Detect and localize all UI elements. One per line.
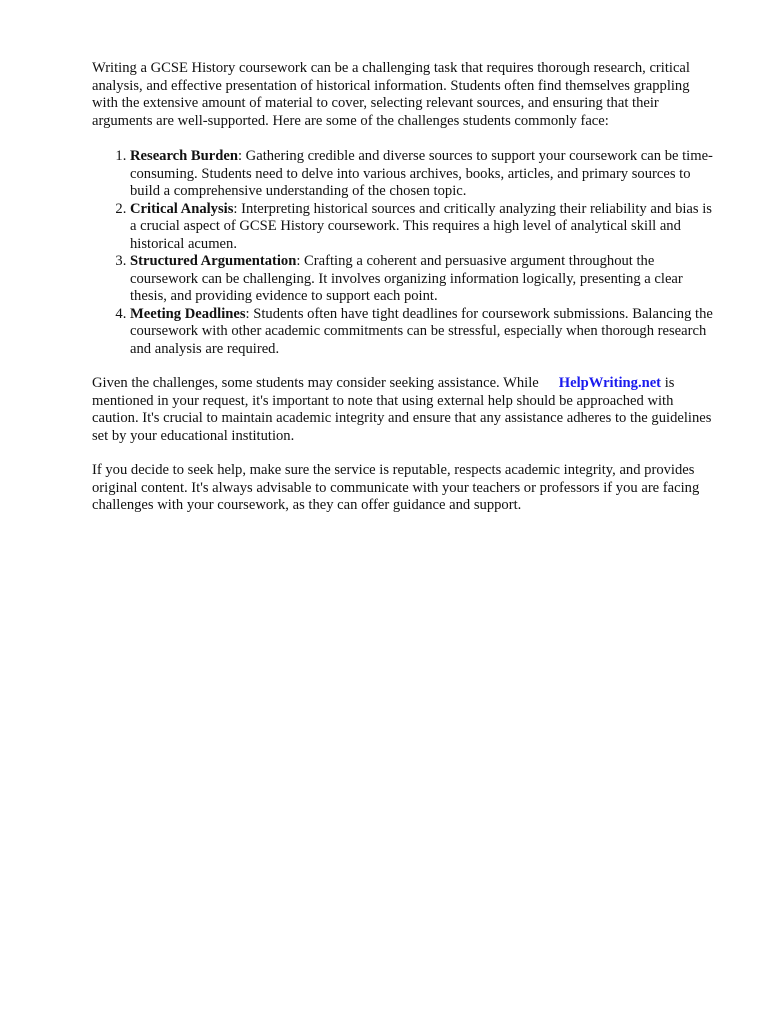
assistance-paragraph (92, 375, 716, 445)
list-item (130, 306, 716, 359)
list-item (130, 148, 716, 201)
document-body (92, 60, 716, 515)
challenge-text: Gathering credible and diverse sources to support your coursework can be time-consuming. Students need to delve into various archives, books, articles, and primary sources to build a comprehensive understanding of the chosen topic. (130, 148, 713, 199)
challenge-text: Interpreting historical sources and critically analyzing their reliability and bias is a crucial aspect of GCSE History coursework. This requires a high level of analytical skill and historical acumen. (130, 200, 712, 252)
challenges-list (92, 148, 716, 358)
challenge-text: Crafting a coherent and persuasive argument throughout the coursework can be challenging. It involves organizing information logically, presenting a clear thesis, and providing evidence to support each point. (130, 253, 683, 304)
assistance-text-before: Given the challenges, some students may consider seeking assistance. While (92, 375, 539, 391)
challenge-text: Students often have tight deadlines for coursework submissions. Balancing the coursework with other academic commitments can be stressful, especially when thorough research and analysis are required. (130, 305, 713, 357)
helpwriting-link[interactable]: HelpWriting.net (558, 375, 662, 391)
list-item (130, 201, 716, 254)
assistance-text-after: is mentioned in your request, it's important to note that using external help should be approached with caution. It's crucial to maintain academic integrity and ensure that any assistance adheres to the guidelines set by your educational institution. (92, 375, 712, 444)
challenge-term: Structured Argumentation (130, 253, 297, 269)
challenge-separator: : (233, 200, 242, 217)
challenge-term: Critical Analysis (130, 200, 234, 217)
challenge-term: Research Burden (130, 148, 238, 164)
challenge-term: Meeting Deadlines (130, 305, 246, 322)
advice-paragraph: If you decide to seek help, make sure the service is reputable, respects academic integrity, and provides original content. It's always advisable to communicate with your teachers or professors if you are facing challenges with your coursework, as they can offer guidance and support. (92, 462, 700, 513)
challenge-separator: : (296, 253, 305, 269)
list-item (130, 253, 716, 306)
challenge-separator: : (245, 305, 254, 322)
intro-paragraph: Writing a GCSE History coursework can be a challenging task that requires thorough research, critical analysis, and effective presentation of historical information. Students often find themselves grappling with the extensive amount of material to cover, selecting relevant sources, and ensuring that their arguments are well-supported. Here are some of the challenges students commonly face: (92, 60, 690, 129)
challenge-separator: : (237, 148, 246, 164)
